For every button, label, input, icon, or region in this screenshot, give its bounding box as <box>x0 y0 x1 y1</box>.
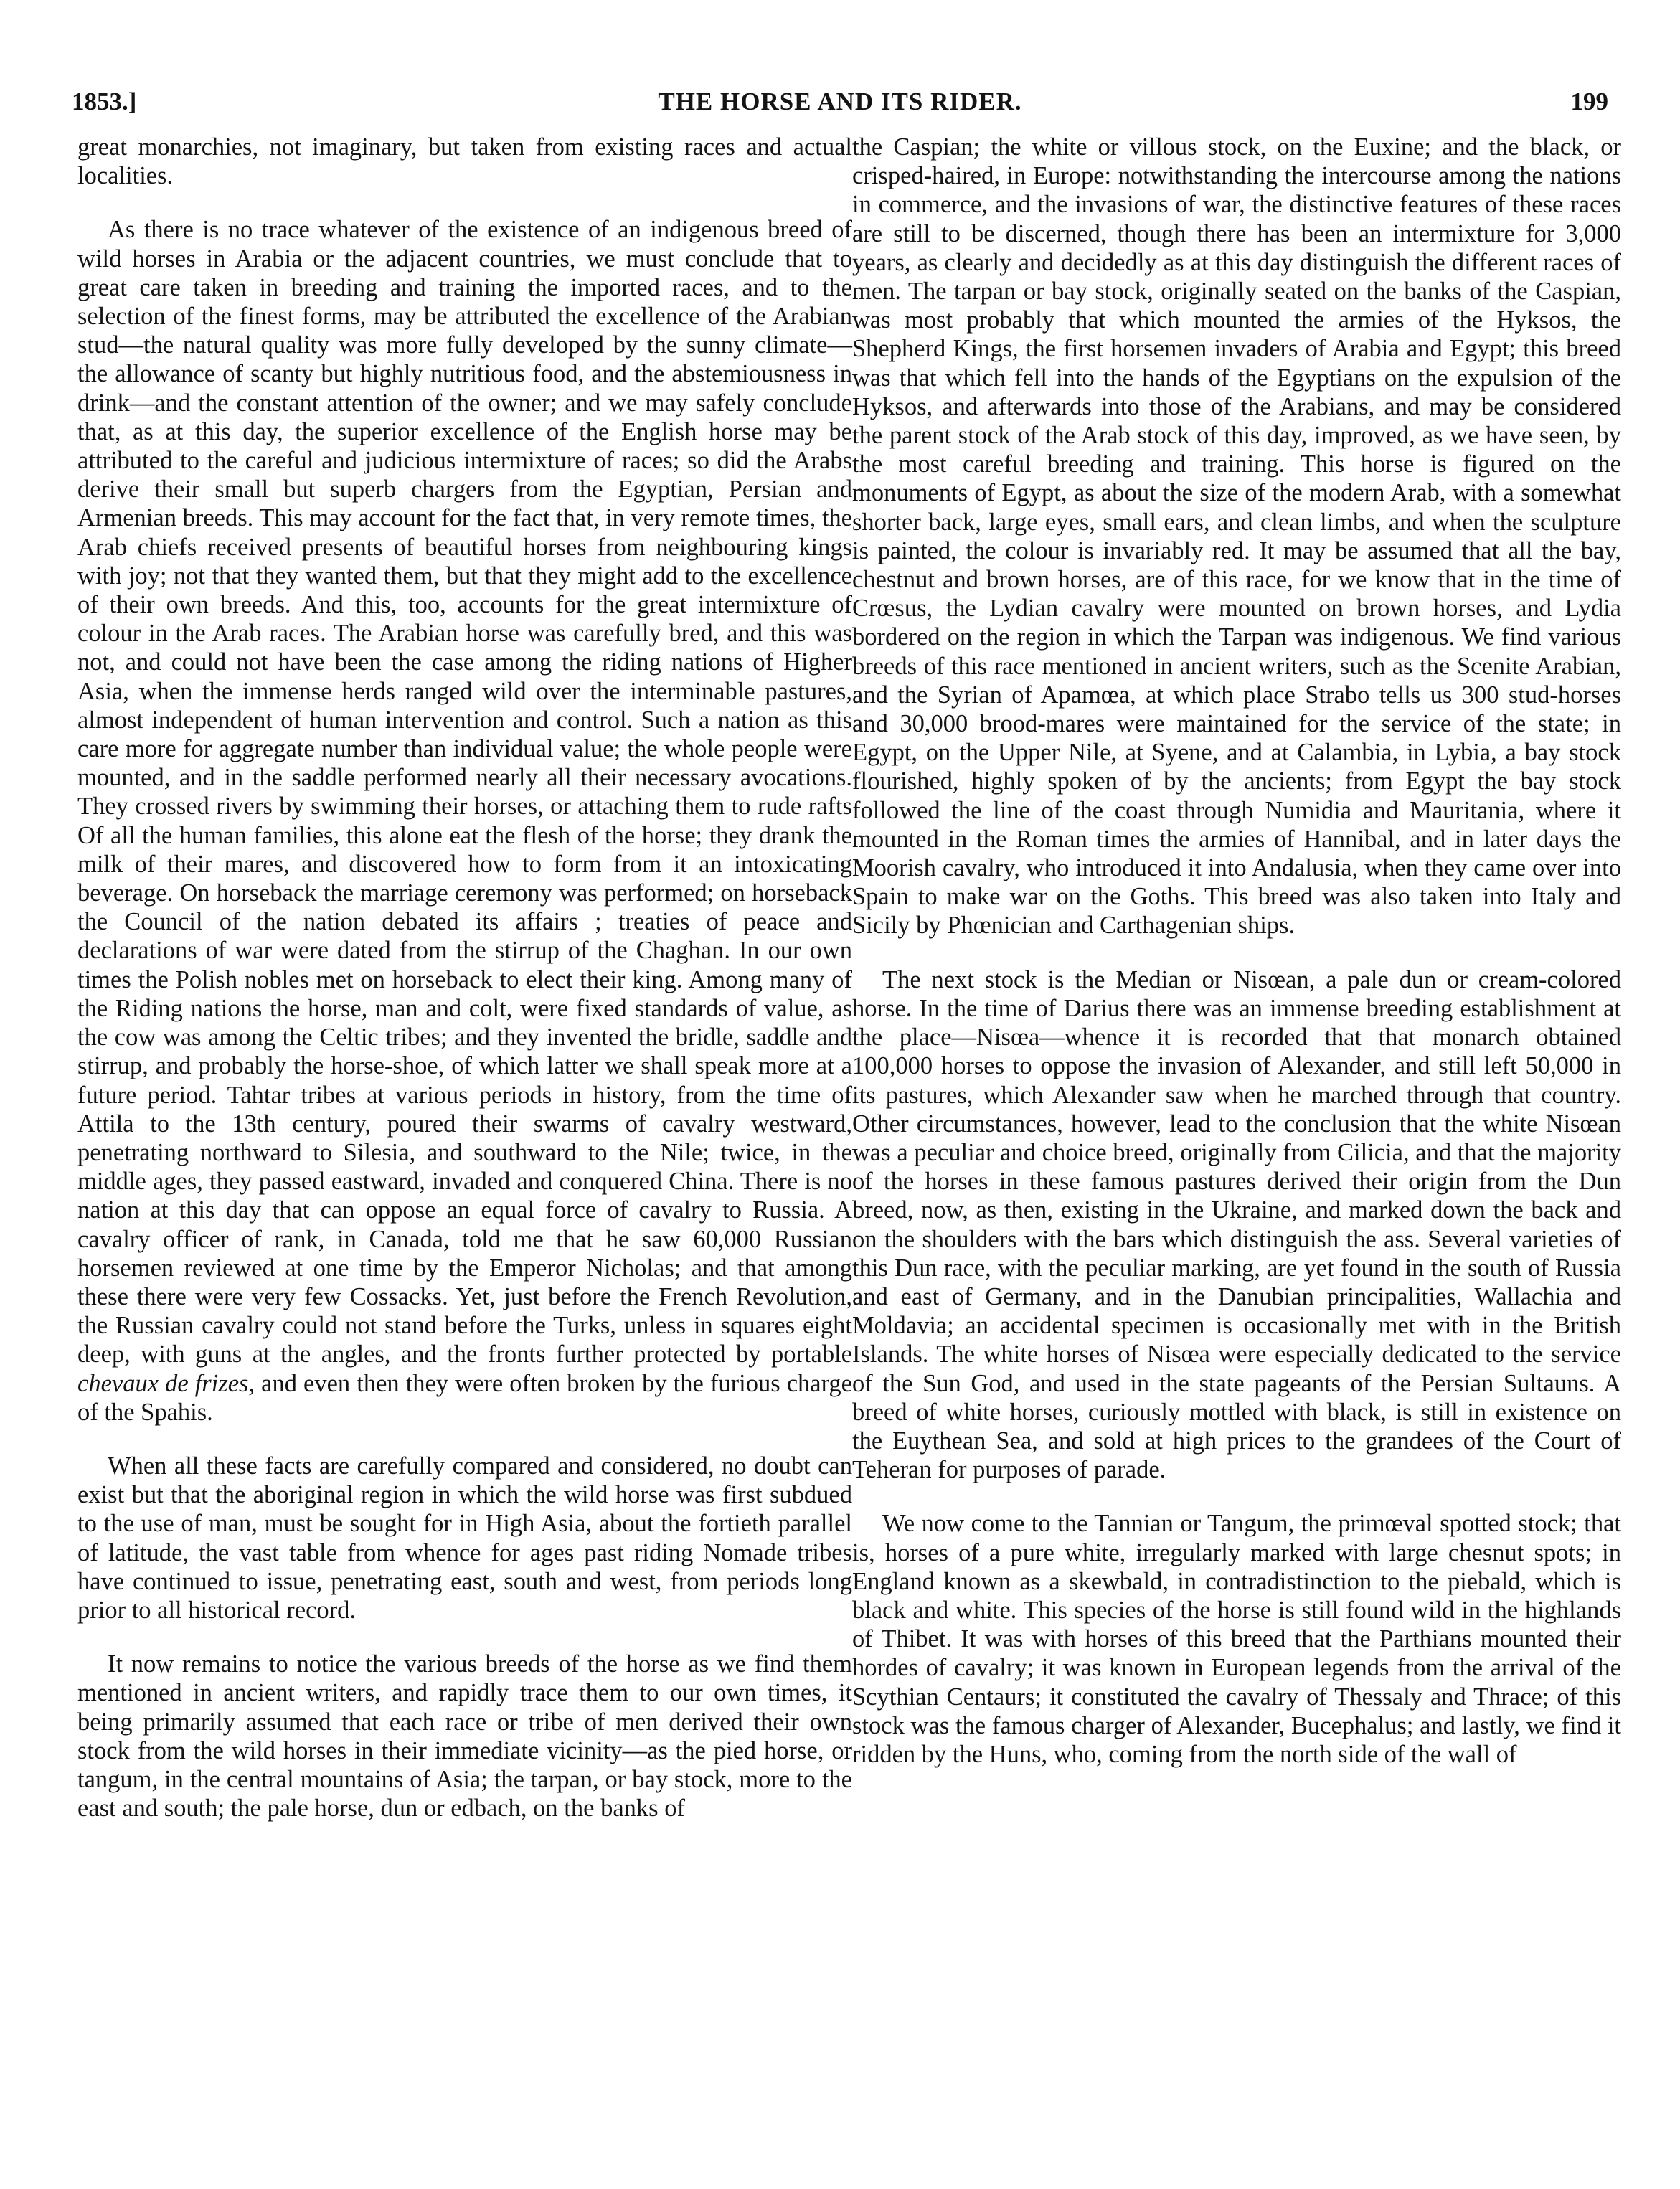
right-column <box>852 133 1621 1794</box>
paragraph: When all these facts are carefully compared and considered, no doubt can exist but that the aboriginal region in which the wild horse was first subdued to the use of man, must be sought for in High Asia, about the fortieth parallel of latitude, the vast table from whence for ages past riding Nomade tribes have continued to issue, penetrating east, south and west, from periods long prior to all historical record. <box>77 1452 852 1624</box>
left-column <box>77 133 852 1848</box>
page-number: 199 <box>1570 88 1608 115</box>
italic-phrase: chevaux de frizes, <box>77 1369 255 1397</box>
header-year: 1853.] <box>72 88 137 115</box>
paragraph-text: and even then they were often broken by the furious charge of the Spahis. <box>77 1369 852 1426</box>
paragraph: It now remains to notice the various breeds of the horse as we find them mentioned in ancient writers, and rapidly trace them to our own times, it being primarily assumed that each race or tribe of men derived their own stock from the wild horses in their immediate vicinity—as the pied horse, or tangum, in the central mountains of Asia; the tarpan, or bay stock, more to the east and south; the pale horse, dun or edbach, on the banks of <box>77 1650 852 1822</box>
paragraph: great monarchies, not imaginary, but taken from existing races and actual localities. <box>77 133 852 190</box>
paragraph <box>77 215 852 1427</box>
running-header <box>72 80 1608 123</box>
paragraph: The next stock is the Median or Nisœan, a pale dun or cream-colored horse. In the time of Darius there was an immense breeding establishment at the place—Nisœa—whence it is recorded that that monarch obtained 100,000 horses to oppose the invasion of Alexander, and still left 50,000 in its pastures, which Alexander saw when he marched through that country. Other circumstances, however, lead to the conclusion that the white Nisœan was a peculiar and choice breed, originally from Cilicia, and that the majority of the horses in these famous pastures derived their origin from the Dun breed, now, as then, existing in the Ukraine, and marked down the back and on the shoulders with the bars which distinguish the ass. Several varieties of this Dun race, with the peculiar marking, are yet found in the south of Russia and east of Germany, and in the Danubian principalities, Wallachia and Moldavia; an accidental specimen is occasionally met with in the British Islands. The white horses of Nisœa were especially dedicated to the service of the Sun God, and used in the state pageants of the Persian Sultauns. A breed of white horses, curiously mottled with black, is still in existence on the Euythean Sea, and sold at high prices to the grandees of the Court of Teheran for purposes of parade. <box>852 965 1621 1484</box>
paragraph: We now come to the Tannian or Tangum, the primœval spotted stock; that is, horses of a pure white, irregularly marked with large chesnut spots; in England known as a skewbald, in contradistinction to the piebald, which is black and white. This species of the horse is still found wild in the highlands of Thibet. It was with horses of this breed that the Parthians mounted their hordes of cavalry; it was known in European legends from the arrival of the Scythian Centaurs; it constituted the cavalry of Thessaly and Thrace; of this stock was the famous charger of Alexander, Bucephalus; and lastly, we find it ridden by the Huns, who, coming from the north side of the wall of <box>852 1510 1621 1768</box>
paragraph-text: As there is no trace whatever of the existence of an indigenous breed of wild horses in Arabia or the adjacent countries, we must conclude that to great care taken in breeding and training the imported races, and to the selection of the finest forms, may be attributed the excellence of the Arabian stud—the natural quality was more fully developed by the sunny climate—the allowance of scanty but highly nutritious food, and the abstemiousness in drink—and the constant attention of the owner; and we may safely conclude that, as at this day, the superior excellence of the English horse may be attributed to the careful and judicious intermixture of races; so did the Arabs derive their small but superb chargers from the Egyptian, Persian and Armenian breeds. This may account for the fact that, in very remote times, the Arab chiefs received presents of beautiful horses from neighbouring kings with joy; not that they wanted them, but that they might add to the excellence of their own breeds. And this, too, accounts for the great intermixture of colour in the Arab races. The Arabian horse was carefully bred, and this was not, and could not have been the case among the riding nations of Higher Asia, when the immense herds ranged wild over the interminable pastures, almost independent of human intervention and control. Such a nation as this care more for aggregate number than individual value; the whole people were mounted, and in the saddle performed nearly all their necessary avocations. They crossed rivers by swimming their horses, or attaching them to rude rafts Of all the human families, this alone eat the flesh of the horse; they drank the milk of their mares, and discovered how to form from it an intoxicating beverage. On horseback the marriage ceremony was performed; on horseback the Council of the nation debated its affairs ; treaties of peace and declarations of war were dated from the stirrup of the Chaghan. In our own times the Polish nobles met on horseback to elect their king. Among many of the Riding nations the horse, man and colt, were fixed standards of value, as the cow was among the Celtic tribes; and they invented the bridle, saddle and stirrup, and probably the horse-shoe, of which latter we shall speak more at a future period. Tahtar tribes at various periods in history, from the time of Attila to the 13th century, poured their swarms of cavalry westward, penetrating northward to Silesia, and southward to the Nile; twice, in the middle ages, they passed eastward, invaded and conquered China. There is no nation at this day that can oppose an equal force of cavalry to Russia. A cavalry officer of rank, in Canada, told me that he saw 60,000 Russian horsemen reviewed at one time by the Emperor Nicholas; and that among these there were very few Cossacks. Yet, just before the French Revolution, the Russian cavalry could not stand before the Turks, unless in squares eight deep, with guns at the angles, and the fronts further protected by portable <box>77 216 852 1368</box>
header-title: THE HORSE AND ITS RIDER. <box>658 88 1022 115</box>
paragraph: the Caspian; the white or villous stock, on the Euxine; and the black, or crisped-haired, in Europe: notwithstanding the intercourse among the nations in commerce, and the invasions of war, the distinctive features of these races are still to be discerned, though there has been an intermixture for 3,000 years, as clearly and decidedly as at this day distinguish the different races of men. The tarpan or bay stock, originally seated on the banks of the Caspian, was most probably that which mounted the armies of the Hyksos, the Shepherd Kings, the first horsemen invaders of Arabia and Egypt; this breed was that which fell into the hands of the Egyptians on the expulsion of the Hyksos, and afterwards into those of the Arabians, and may be considered the parent stock of the Arab stock of this day, improved, as we have seen, by the most careful breeding and training. This horse is figured on the monuments of Egypt, as about the size of the modern Arab, with a somewhat shorter back, large eyes, small ears, and clean limbs, and when the sculpture is painted, the colour is invariably red. It may be assumed that all the bay, chestnut and brown horses, are of this race, for we know that in the time of Crœsus, the Lydian cavalry were mounted on brown horses, and Lydia bordered on the region in which the Tarpan was indigenous. We find various breeds of this race mentioned in ancient writers, such as the Scenite Arabian, and the Syrian of Apamœa, at which place Strabo tells us 300 stud-horses and 30,000 brood-mares were maintained for the service of the state; in Egypt, on the Upper Nile, at Syene, and at Calambia, in Lybia, a bay stock flourished, highly spoken of by the ancients; from Egypt the bay stock followed the line of the coast through Numidia and Mauritania, where it mounted in the Roman times the armies of Hannibal, and in later days the Moorish cavalry, who introduced it into Andalusia, when they came over into Spain to make war on the Goths. This breed was also taken into Italy and Sicily by Phœnician and Carthagenian ships. <box>852 133 1621 940</box>
